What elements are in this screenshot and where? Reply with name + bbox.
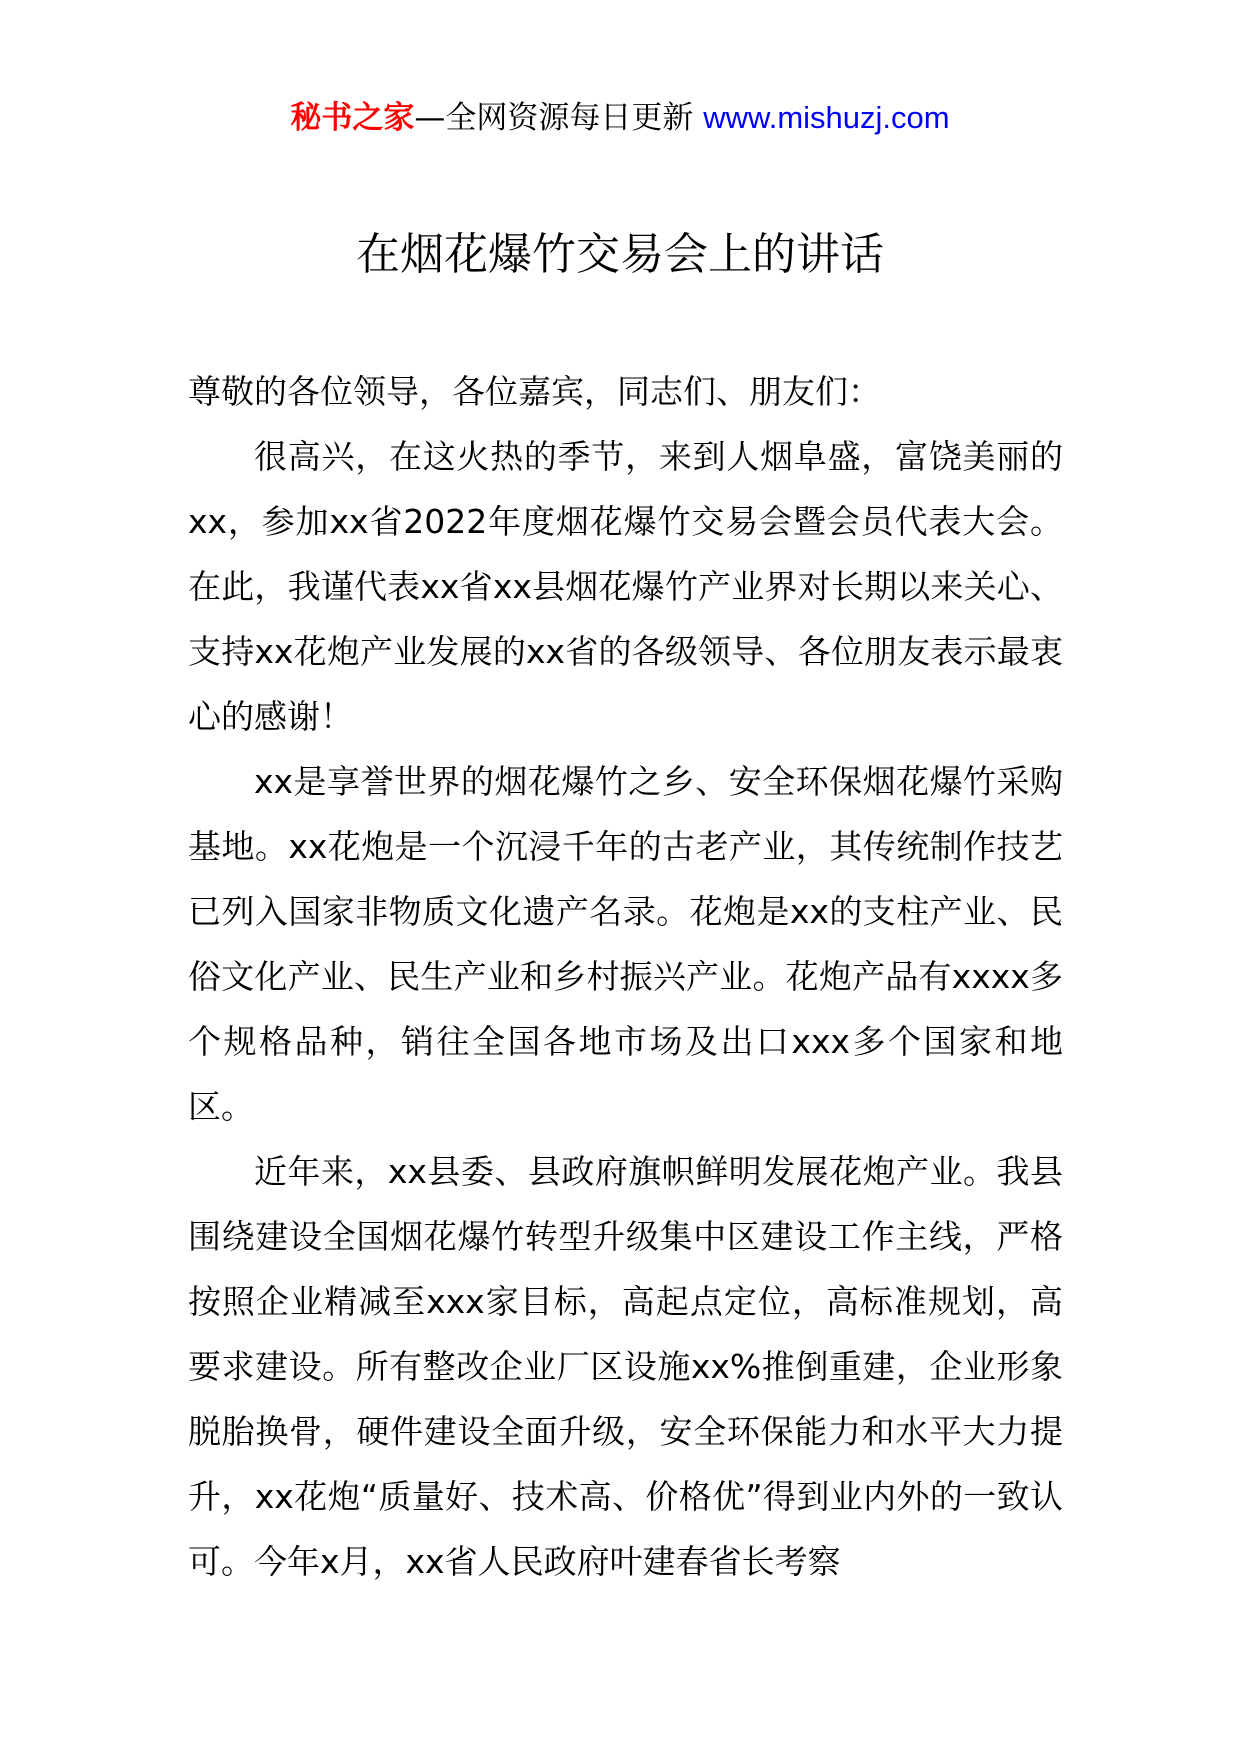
document-body bbox=[188, 359, 1063, 1594]
paragraph: xx是享誉世界的烟花爆竹之乡、安全环保烟花爆竹采购基地。xx花炮是一个沉浸千年的古老产业，其传统制作技艺已列入国家非物质文化遗产名录。花炮是xx的支柱产业、民俗文化产业、民生产业和乡村振兴产业。花炮产品有xxxx多个规格品种，销往全国各地市场及出口xxx多个国家和地区。 bbox=[188, 762, 1063, 1126]
header-slogan: —全网资源每日更新 bbox=[414, 100, 694, 136]
salutation: 尊敬的各位领导，各位嘉宾，同志们、朋友们： bbox=[188, 372, 881, 411]
brand-name: 秘书之家 bbox=[290, 100, 415, 136]
site-header bbox=[0, 98, 1240, 138]
document-title: 在烟花爆竹交易会上的讲话 bbox=[356, 229, 884, 280]
paragraph: 近年来，xx县委、县政府旗帜鲜明发展花炮产业。我县围绕建设全国烟花爆竹转型升级集中区建设工作主线，严格按照企业精减至xxx家目标，高起点定位，高标准规划，高要求建设。所有整改企业厂区设施xx%推倒重建，企业形象脱胎换骨，硬件建设全面升级，安全环保能力和水平大力提升，xx花炮“质量好、技术高、价格优”得到业内外的一致认可。今年x月，xx省人民政府叶建春省长考察 bbox=[188, 1152, 1063, 1581]
site-url: www.mishuzj.com bbox=[703, 100, 950, 135]
paragraph: 很高兴，在这火热的季节，来到人烟阜盛，富饶美丽的xx，参加xx省2022年度烟花爆竹交易会暨会员代表大会。在此，我谨代表xx省xx县烟花爆竹产业界对长期以来关心、支持xx花炮产业发展的xx省的各级领导、各位朋友表示最衷心的感谢！ bbox=[188, 437, 1063, 736]
